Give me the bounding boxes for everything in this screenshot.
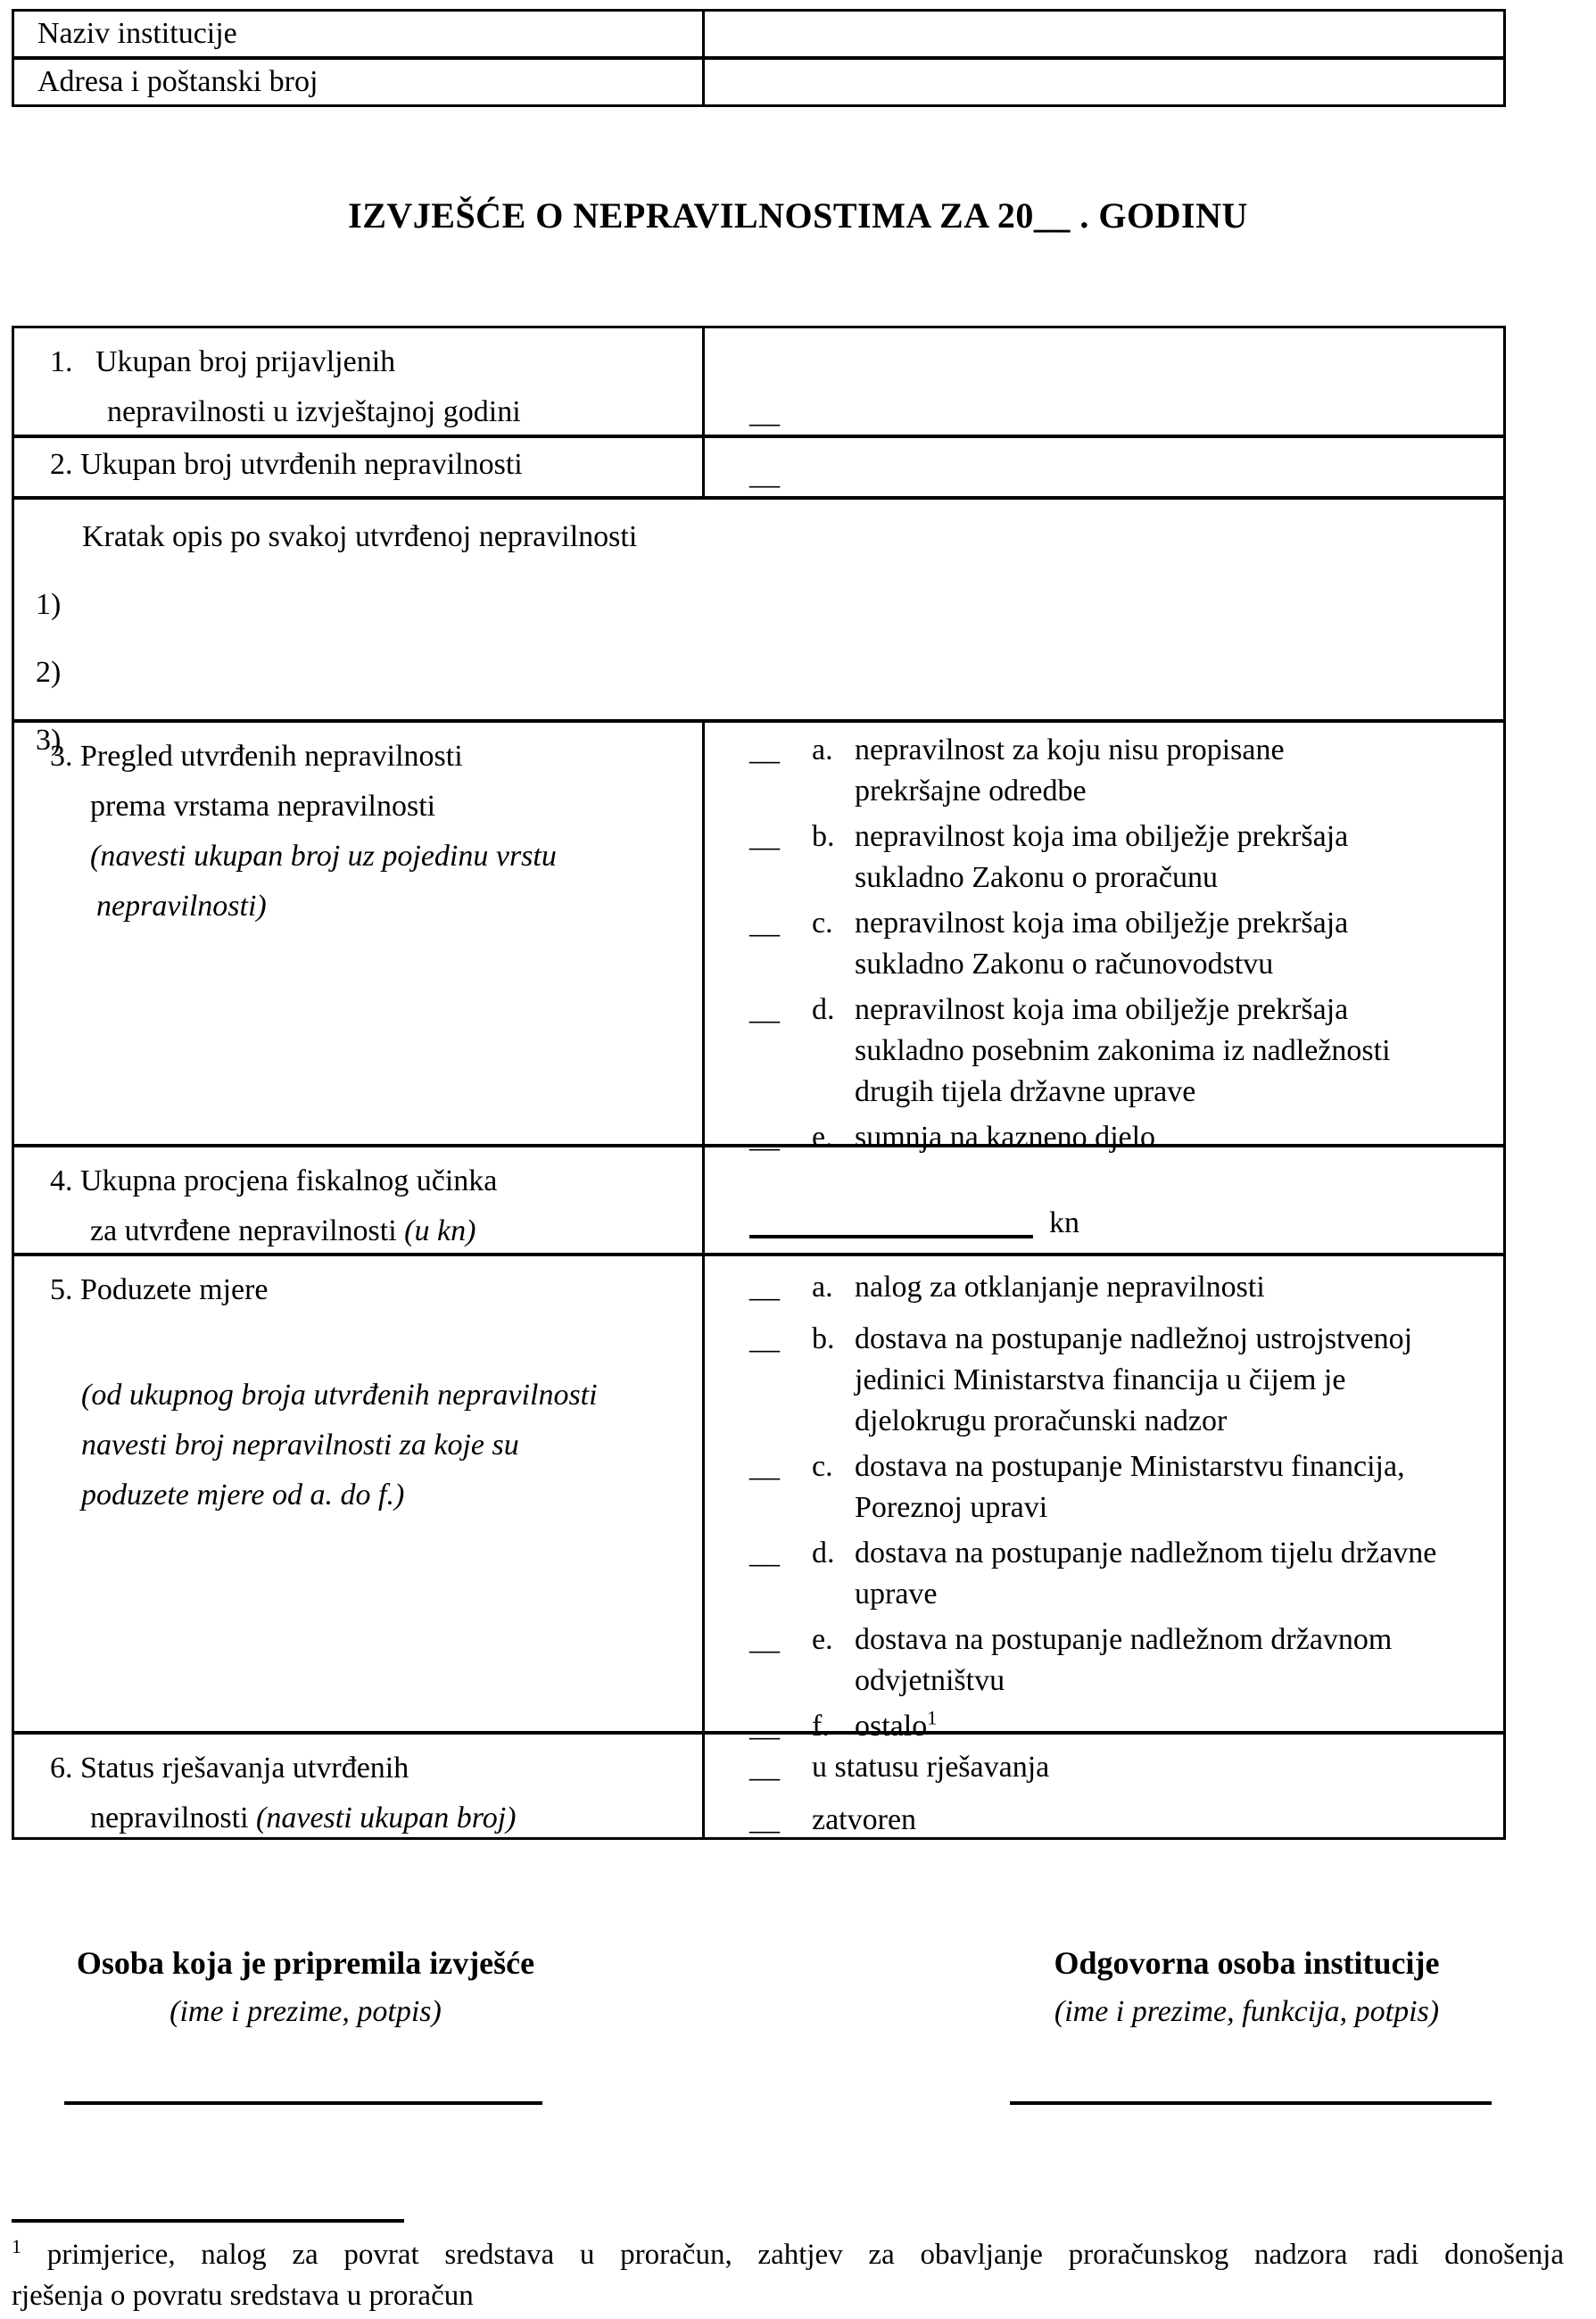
institution-header-table [12,9,1506,107]
item5-option-d[interactable]: __ d. dostava na postupanje nadležnom tijelu državne uprave [749,1533,1489,1615]
item3-note-line2: nepravilnosti) [96,890,267,923]
item1-fill-blank[interactable]: __ [749,396,780,429]
item5-label-cell [14,1256,705,1731]
preparer-signature-block [9,1943,602,2029]
item6-label-line2: nepravilnosti (navesti ukupan broj) [90,1801,517,1834]
responsible-signature-title: Odgovorna osoba institucije [1054,1945,1440,1981]
row-item6 [14,1731,1503,1837]
item5-option-e-blank[interactable]: __ [749,1623,780,1656]
item2-label-cell [14,438,705,496]
footnote-text: $^1$ primjerice, nalog za povrat sredstava u proračun, zahtjev za obavljanje proračunskog nadzora radi donošenja rješenja o povratu sredstava u proračun [12,2235,1564,2312]
short-description-heading: Kratak opis po svakoj utvrđenoj nepravilnosti [82,520,638,553]
item3-option-d-blank[interactable]: __ [749,993,780,1026]
item4-label-cell [14,1147,705,1253]
item5-option-f-blank[interactable]: __ [749,1710,780,1743]
item1-label-line2: nepravilnosti u izvještajnoj godini [107,395,521,428]
item5-option-d-blank[interactable]: __ [749,1536,780,1569]
item6-option-closed-blank[interactable]: __ [749,1803,780,1836]
item4-value-cell[interactable] [705,1147,1503,1253]
item3-option-a[interactable]: __ a. nepravilnost za koju nisu propisane prekršajne odredbe [749,730,1489,812]
item3-option-e[interactable]: __ e. sumnja na kazneno djelo [749,1117,1489,1158]
item2-value-cell[interactable] [705,438,1503,496]
institution-address-label: Adresa i poštanski broj [14,60,705,104]
item5-option-a[interactable]: __ a. nalog za otklanjanje nepravilnosti [749,1267,1489,1308]
item6-label-line1: 6. Status rješavanja utvrđenih [50,1752,409,1785]
item3-option-c-blank[interactable]: __ [749,907,780,940]
institution-name-row [14,12,1503,60]
item3-option-c[interactable]: __ c. nepravilnost koja ima obilježje prekršaja sukladno Zakonu o računovodstvu [749,903,1489,985]
item1-label-cell [14,328,705,435]
short-description-entry-2[interactable]: 2) [36,656,62,689]
item6-option-open-blank[interactable]: __ [749,1751,780,1784]
page-title: IZVJEŠĆE O NEPRAVILNOSTIMA ZA 20__ . GODINU [348,195,1248,236]
responsible-signature-subtitle: (ime i prezime, funkcija, potpis) [1054,1995,1440,2028]
irregularities-table [12,326,1506,1840]
item5-option-c[interactable]: __ c. dostava na postupanje Ministarstvu financija, Poreznoj upravi [749,1446,1489,1528]
item4-fill-line[interactable] [749,1235,1033,1238]
item5-option-a-blank[interactable]: __ [749,1271,780,1304]
institution-name-label: Naziv institucije [14,12,705,56]
item3-label-line2: prema vrstama nepravilnosti [90,790,436,823]
item5-note: (od ukupnog broja utvrđenih nepravilnosti navesti broj nepravilnosti za koje su poduzete mjere od a. do f.) [81,1379,598,1511]
institution-name-value[interactable] [705,12,1503,56]
item5-label: 5. Poduzete mjere [50,1273,269,1306]
footnote-reference: 1 [927,1706,938,1729]
item5-option-b[interactable]: __ b. dostava na postupanje nadležnoj ustrojstvenoj jedinici Ministarstva financija u čijem je djelokrugu proračunski nadzor [749,1319,1489,1442]
item6-options-cell [705,1735,1503,1837]
preparer-signature-title: Osoba koja je pripremila izvješće [76,1945,535,1981]
item5-option-b-blank[interactable]: __ [749,1322,780,1355]
item3-note-line1: (navesti ukupan broj uz pojedinu vrstu [90,840,557,873]
short-description-entry-3[interactable]: 3) [36,724,62,757]
item5-options-cell [705,1256,1503,1743]
item3-option-b-blank[interactable]: __ [749,820,780,853]
item6-option-open[interactable]: __ u statusu rješavanja [749,1747,1489,1788]
footnote-separator [12,2219,404,2223]
item3-label-line1: 3. Pregled utvrđenih nepravilnosti [50,740,463,773]
item5-option-c-blank[interactable]: __ [749,1450,780,1483]
item1-value-cell[interactable] [705,328,1503,435]
row-item5 [14,1253,1503,1743]
item2-label: 2. Ukupan broj utvrđenih nepravilnosti [50,448,523,481]
item3-option-e-blank[interactable]: __ [749,1121,780,1154]
institution-address-row [14,60,1503,104]
row-item4 [14,1144,1503,1253]
item6-option-closed[interactable]: __ zatvoren [749,1800,1489,1841]
item1-label-line1: 1. Ukupan broj prijavljenih [50,345,396,378]
footnote-marker: 1 [12,2235,21,2257]
item3-option-d[interactable]: __ d. nepravilnost koja ima obilježje prekršaja sukladno posebnim zakonima iz nadležnosti drugih tijela državne uprave [749,990,1489,1113]
item4-label-line2: za utvrđene nepravilnosti (u kn) [90,1214,476,1247]
item3-option-a-blank[interactable]: __ [749,733,780,766]
row-item2 [14,435,1503,496]
item3-option-b[interactable]: __ b. nepravilnost koja ima obilježje prekršaja sukladno Zakonu o proračunu [749,816,1489,899]
item5-option-e[interactable]: __ e. dostava na postupanje nadležnom državnom odvjetništvu [749,1619,1489,1702]
preparer-signature-subtitle: (ime i prezime, potpis) [170,1995,442,2028]
item6-label-cell [14,1735,705,1837]
preparer-signature-line[interactable] [64,2101,542,2105]
item2-fill-blank[interactable]: __ [749,458,780,491]
item3-options-cell [705,723,1503,1154]
short-description-entry-1[interactable]: 1) [36,588,62,621]
item5-option-f[interactable]: __ f. ostalo$^1$ [749,1706,1489,1747]
row-item3 [14,719,1503,1154]
item3-label-cell [14,723,705,1144]
responsible-signature-block [968,1943,1526,2029]
row-item1 [14,328,1503,435]
item4-label-line1: 4. Ukupna procjena fiskalnog učinka [50,1164,498,1197]
item4-unit-label: kn [1049,1206,1079,1239]
institution-address-value[interactable] [705,60,1503,104]
responsible-signature-line[interactable] [1010,2101,1492,2105]
